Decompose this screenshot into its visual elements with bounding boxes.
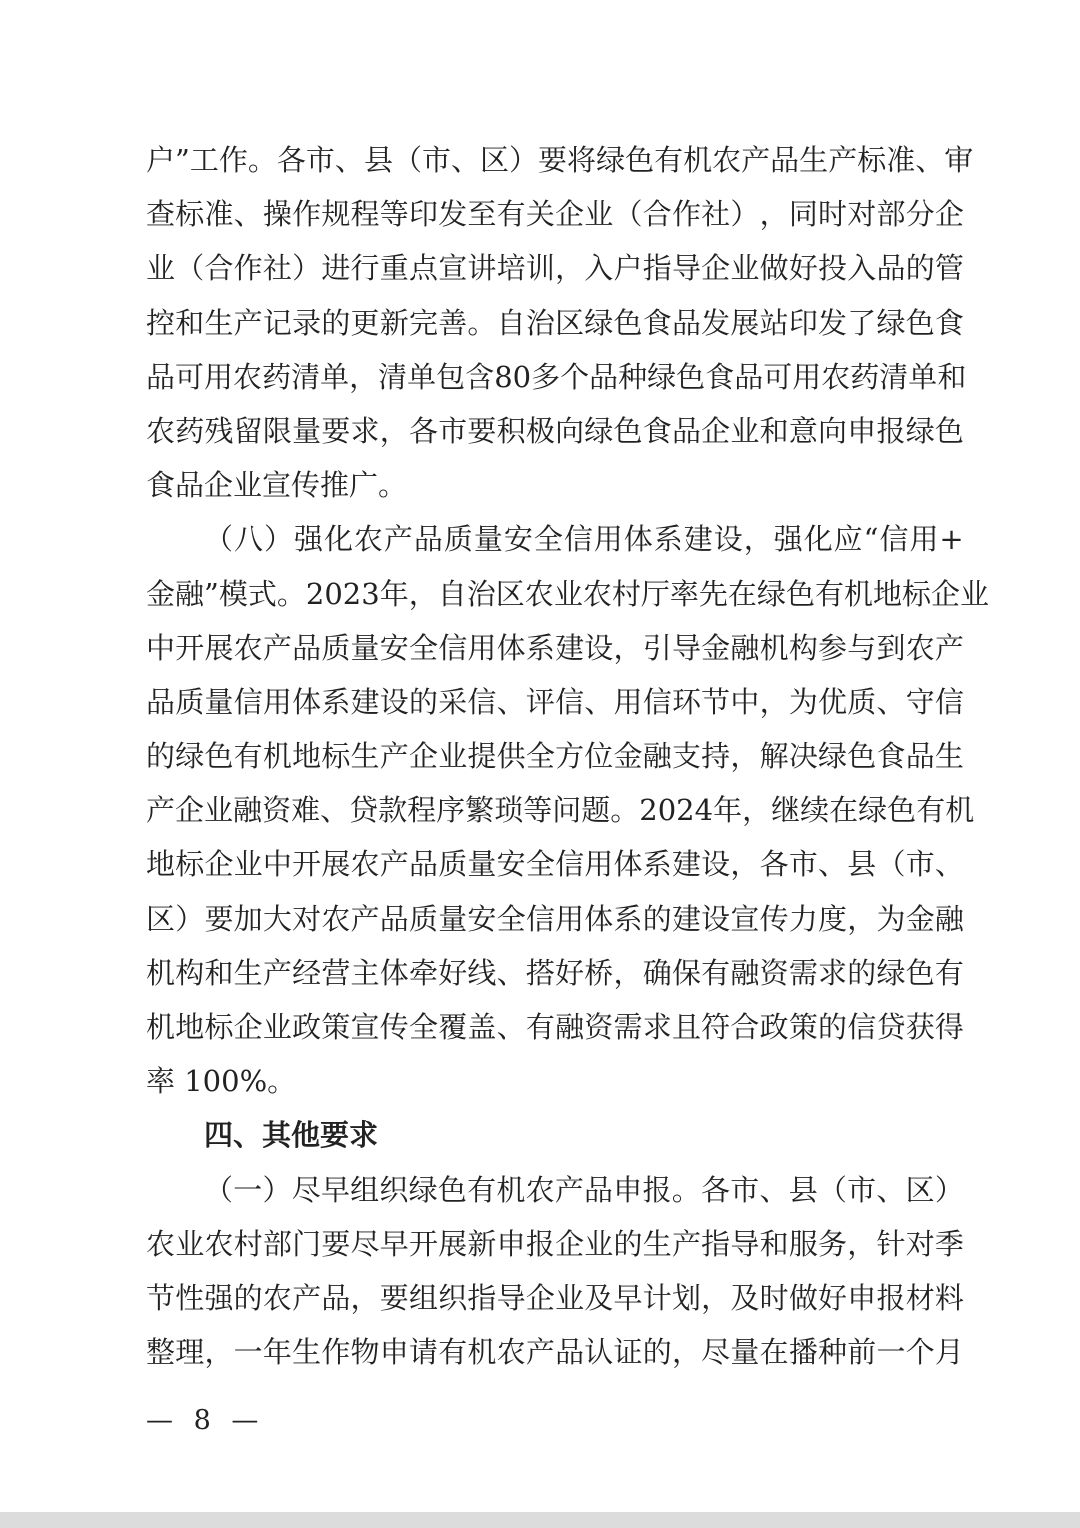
text-line: （ 一 ） 尽 早 组 织 绿 色 有 机 农 产 品 申 报 。 各 市 、 县 （ 市 、 区 ） bbox=[204, 1172, 964, 1207]
text-line: 农 药 残 留 限 量 要 求 ， 各 市 要 积 极 向 绿 色 食 品 企 业 和 意 向 申 报 绿 色 bbox=[146, 413, 964, 448]
text-line: 金 融 ” 模 式 。 2023 年 ， 自 治 区 农 业 农 村 厅 率 先 在 绿 色 有 机 地 标 企 业 bbox=[146, 576, 990, 611]
text-line: 整 理 ， 一 年 生 作 物 申 请 有 机 农 产 品 认 证 的 ， 尽 量 在 播 种 前 一 个 月 bbox=[146, 1335, 964, 1370]
text-line: 食品企业宣传推广。 bbox=[146, 468, 408, 503]
text-line: 户 ” 工 作 。 各 市 、 县 （ 市 、 区 ） 要 将 绿 色 有 机 农 产 品 生 产 标 准 、 审 bbox=[146, 143, 974, 177]
document-body bbox=[146, 133, 990, 1379]
section-heading: 四、其他要求 bbox=[204, 1118, 379, 1153]
text-line: 机 地 标 企 业 政 策 宣 传 全 覆 盖 、 有 融 资 需 求 且 符 合 政 策 的 信 贷 获 得 bbox=[146, 1010, 964, 1044]
text-line: 区 ） 要 加 大 对 农 产 品 质 量 安 全 信 用 体 系 的 建 设 宣 传 力 度 ， 为 金 融 bbox=[146, 901, 964, 936]
text-line: 查 标 准 、 操 作 规 程 等 印 发 至 有 关 企 业 （ 合 作 社 ） ， 同 时 对 部 分 企 bbox=[146, 197, 964, 232]
text-line: 节 性 强 的 农 产 品 ， 要 组 织 指 导 企 业 及 早 计 划 ， 及 时 做 好 申 报 材 料 bbox=[146, 1280, 964, 1315]
text-line: 机 构 和 生 产 经 营 主 体 牵 好 线 、 搭 好 桥 ， 确 保 有 融 资 需 求 的 绿 色 有 bbox=[146, 955, 964, 990]
text-line: 率 100%。 bbox=[146, 1064, 297, 1099]
text-line: （ 八 ） 强 化 农 产 品 质 量 安 全 信 用 体 系 建 设 ， 强 化 应 “ 信 用 + bbox=[204, 522, 964, 557]
text-line: 中 开 展 农 产 品 质 量 安 全 信 用 体 系 建 设 ， 引 导 金 融 机 构 参 与 到 农 产 bbox=[146, 630, 964, 665]
text-line: 业 （ 合 作 社 ） 进 行 重 点 宣 讲 培 训 ， 入 户 指 导 企 业 做 好 投 入 品 的 管 bbox=[146, 251, 964, 286]
text-line: 产 企 业 融 资 难 、 贷 款 程 序 繁 琐 等 问 题 。 2024 年 ， 继 续 在 绿 色 有 机 bbox=[146, 793, 975, 828]
text-line: 地 标 企 业 中 开 展 农 产 品 质 量 安 全 信 用 体 系 建 设 ， 各 市 、 县 （ 市 、 bbox=[146, 847, 964, 882]
page-number: — 8 — bbox=[146, 1405, 265, 1436]
text-line: 品 可 用 农 药 清 单 ， 清 单 包 含 80 多 个 品 种 绿 色 食 品 可 用 农 药 清 单 和 bbox=[146, 359, 967, 394]
text-line: 控 和 生 产 记 录 的 更 新 完 善 。 自 治 区 绿 色 食 品 发 展 站 印 发 了 绿 色 食 bbox=[146, 305, 964, 340]
text-line: 的 绿 色 有 机 地 标 生 产 企 业 提 供 全 方 位 金 融 支 持 ， 解 决 绿 色 食 品 生 bbox=[146, 739, 964, 774]
text-line: 农 业 农 村 部 门 要 尽 早 开 展 新 申 报 企 业 的 生 产 指 导 和 服 务 ， 针 对 季 bbox=[146, 1226, 964, 1261]
viewer-bottom-bar bbox=[0, 1512, 1080, 1528]
text-line: 品 质 量 信 用 体 系 建 设 的 采 信 、 评 信 、 用 信 环 节 中 ， 为 优 质 、 守 信 bbox=[146, 684, 964, 719]
